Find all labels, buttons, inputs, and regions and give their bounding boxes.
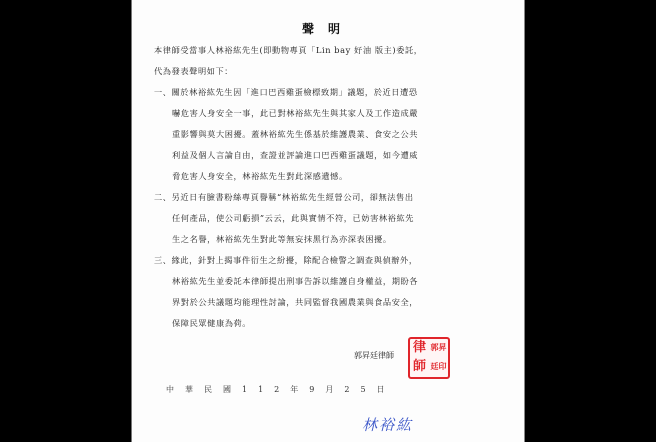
section-3-line: 三、緣此，針對上揭事件衍生之紛擾，除配合檢警之調查與偵辦外，	[154, 255, 418, 265]
section-1-line: 一、關於林裕紘先生因「進口巴西雞蛋檢標致期」議題，於近日遭恐	[154, 87, 418, 97]
section-2-line: 生之名譽，林裕紘先生對此等無妄抹黑行為亦深表困擾。	[172, 234, 392, 244]
document-date: 中華民國112年9月25日	[166, 385, 396, 394]
stamp-char: 廷印	[430, 361, 447, 371]
section-1-line: 重影響與莫大困擾。蓋林裕紘先生係基於維護農業、食安之公共	[172, 129, 419, 139]
intro-line: 本律師受當事人林裕紘先生(即動物專頁「Lin bay 好油 版主)委託，	[154, 45, 423, 55]
signer-name: 郭昇廷律師	[354, 351, 394, 360]
seal-stamp	[408, 337, 450, 379]
section-2-line: 任何產品，使公司虧損”云云，此與實情不符，已妨害林裕紘先	[172, 213, 415, 223]
intro-line: 代為發表聲明如下：	[154, 66, 234, 76]
document-page	[131, 0, 525, 442]
stamp-char: 郭昇	[430, 342, 447, 352]
section-2-line: 二、另近日有臉書粉絲專頁譽稱“林裕紘先生經營公司，卻無法售出	[154, 192, 414, 202]
stamp-char: 律	[412, 340, 426, 355]
stamp-char: 師	[412, 359, 426, 374]
section-1-line: 脅危害人身安全，林裕紘先生對此深感遺憾。	[172, 171, 348, 181]
document-title: 聲明	[301, 22, 354, 36]
section-1-line: 利益及個人言論自由，查證並評論進口巴西雞蛋議題，如今遭威	[172, 150, 419, 160]
section-1-line: 嚇危害人身安全一事，此已對林裕紘先生與其家人及工作造成嚴	[172, 108, 419, 118]
section-3-line: 林裕紘先生並委託本律師提出刑事告訴以維護自身權益，期盼各	[172, 276, 419, 286]
handwritten-signature: 林裕紘	[362, 416, 414, 434]
section-3-line: 保障民眾健康為荷。	[172, 318, 252, 328]
section-3-line: 界對於公共議題均能理性討論，共同監督我國農業與食品安全，	[172, 297, 419, 307]
